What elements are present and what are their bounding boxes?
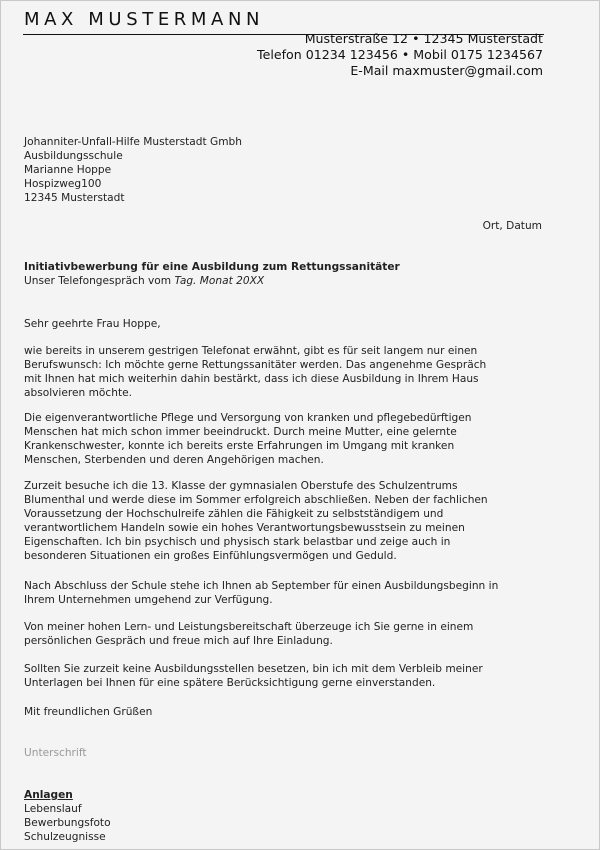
attachment-item: Lebenslauf [24,803,82,815]
paragraph-line: Zurzeit besuche ich die 13. Klasse der gymnasialen Oberstufe des Schulzentrums [24,480,458,492]
recipient-line: Ausbildungsschule [24,150,123,162]
paragraph-line: verantwortlichem Handeln sowie ein hohes Verantwortungsbewusstsein zu meinen [24,522,465,534]
closing: Mit freundlichen Grüßen [24,706,153,718]
attachment-item: Schulzeugnisse [24,831,106,843]
body-paragraph [24,579,498,607]
paragraph-line: Blumenthal und werde diese im Sommer erfolgreich abschließen. Neben der fachlichen [24,494,488,506]
reference-prefix: Unser Telefongespräch vom [24,275,175,287]
attachments-list [24,802,111,844]
paragraph-line: Nach Abschluss der Schule stehe ich Ihnen ab September für einen Ausbildungsbeginn in [24,580,499,592]
sender-phone: Telefon 01234 123456 • Mobil 0175 1234567 [257,47,543,62]
paragraph-line: absolvieren möchte. [24,387,132,399]
paragraph-line: Krankenschwester, konnte ich bereits erste Erfahrungen im Umgang mit kranken [24,440,455,452]
body-paragraph [24,620,473,648]
recipient-line: Hospizweg100 [24,178,102,190]
paragraph-line: Menschen, Sterbenden und deren Angehörigen machen. [24,454,324,466]
sender-address: Musterstraße 12 • 12345 Musterstadt [304,31,543,46]
body-paragraph [24,411,472,467]
paragraph-line: persönlichen Gespräch und freue mich auf Ihre Einladung. [24,635,333,647]
paragraph-line: mit Ihnen hat mich weiterhin dahin bestärkt, dass ich diese Ausbildung in Ihrem Haus [24,373,479,385]
sender-email: E-Mail maxmuster@gmail.com [350,63,543,78]
body-paragraph [24,479,488,563]
attachment-item: Bewerbungsfoto [24,817,111,829]
recipient-line: Marianne Hoppe [24,164,112,176]
subject-title: Initiativbewerbung für eine Ausbildung zum Rettungssanitäter [24,261,400,273]
recipient-block [24,135,242,205]
paragraph-line: Die eigenverantwortliche Pflege und Versorgung von kranken und pflegebedürftigen [24,412,472,424]
paragraph-line: Von meiner hohen Lern- und Leistungsbereitschaft überzeuge ich Sie gerne in einem [24,621,474,633]
paragraph-line: Ihrem Unternehmen umgehend zur Verfügung. [24,594,273,606]
subject-reference [24,274,264,288]
body-paragraph [24,344,486,400]
paragraph-line: wie bereits in unserem gestrigen Telefonat erwähnt, gibt es für seit langem nur einen [24,345,478,357]
recipient-line: 12345 Musterstadt [24,192,125,204]
paragraph-line: besonderen Situationen ein großes Einfühlungsvermögen und Geduld. [24,550,397,562]
attachments-title: Anlagen [24,789,73,801]
paragraph-line: Eigenschaften. Ich bin psychisch und physisch stark belastbar und zeige auch in [24,536,451,548]
reference-date: Tag. Monat 20XX [174,275,265,287]
paragraph-line: Voraussetzung der Hochschulreife zählen die Fähigkeit zu selbstständigem und [24,508,444,520]
paragraph-line: Sollten Sie zurzeit keine Ausbildungsstellen besetzen, bin ich mit dem Verbleib meiner [24,663,483,675]
sender-name: MAX MUSTERMANN [24,9,265,30]
paragraph-line: Berufswunsch: Ich möchte gerne Rettungssanitäter werden. Das angenehme Gespräch [24,359,487,371]
recipient-line: Johanniter-Unfall-Hilfe Musterstadt Gmbh [24,136,242,148]
paragraph-line: Unterlagen bei Ihnen für eine spätere Berücksichtigung gerne einverstanden. [24,677,436,689]
signature-placeholder: Unterschrift [24,747,87,759]
body-paragraph [24,662,483,690]
place-date: Ort, Datum [482,220,542,232]
paragraph-line: Menschen hat mich schon immer beeindruckt. Durch meine Mutter, eine gelernte [24,426,457,438]
salutation: Sehr geehrte Frau Hoppe, [24,318,161,330]
